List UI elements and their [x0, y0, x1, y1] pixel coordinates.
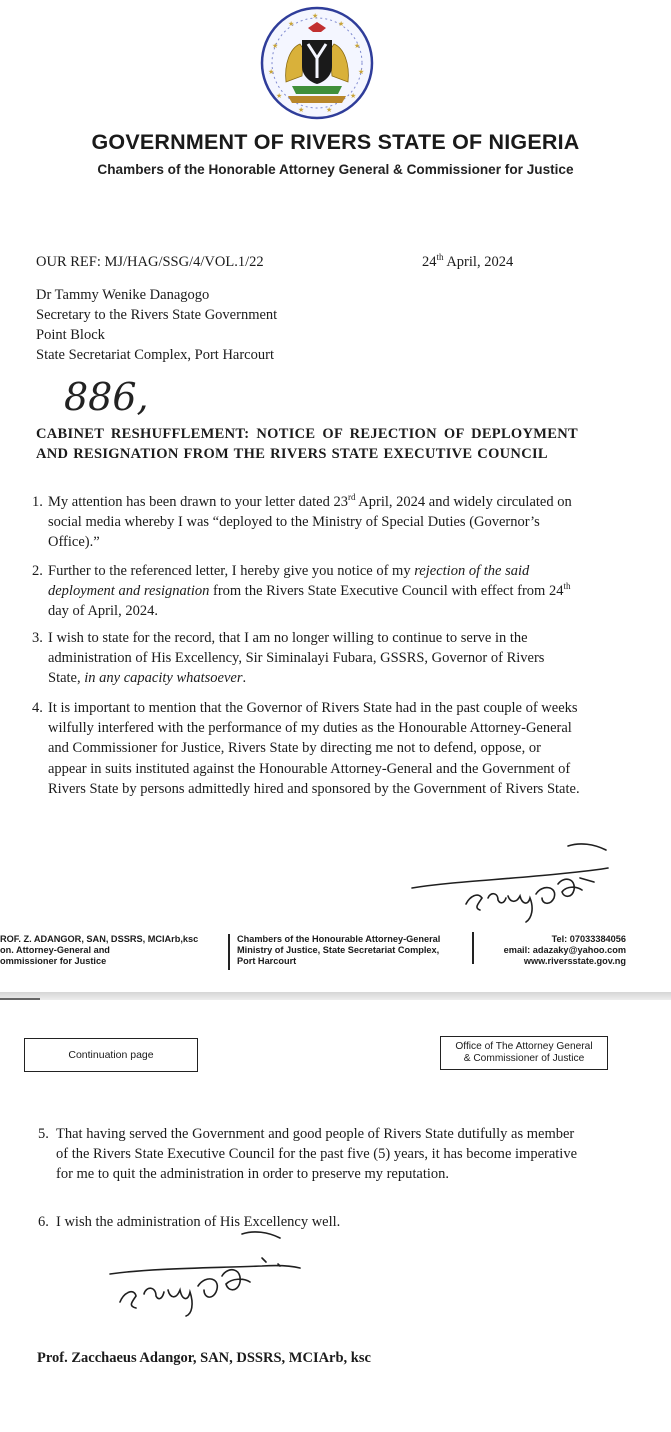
- svg-text:★: ★: [350, 92, 357, 100]
- list-item: 5. That having served the Government and good people of Rivers State dutifully as member of the Rivers State Executive Council for the past five (5) years, it has become imperative for me to quit the administration in order to preserve my reputation.: [38, 1126, 578, 1183]
- svg-text:★: ★: [354, 42, 361, 50]
- footer-contact: Tel: 07033384056 email: adazaky@yahoo.com www.riversstate.gov.ng: [503, 934, 626, 966]
- page-break: [0, 992, 671, 1000]
- list-item: 3. I wish to state for the record, that I am no longer willing to continue to serve in the administration of His Excellency, Sir Siminalayi Fubara, GSSRS, Governor of Rivers State, in any capacity whatsoever.: [32, 630, 545, 687]
- government-title: GOVERNMENT OF RIVERS STATE OF NIGERIA: [91, 130, 580, 154]
- svg-text:★: ★: [298, 106, 305, 114]
- page-break-line: [0, 998, 40, 1000]
- letter-subject: CABINET RESHUFFLEMENT: NOTICE OF REJECTION OF DEPLOYMENT AND RESIGNATION FROM THE RIVERS STATE EXECUTIVE COUNCIL: [36, 426, 578, 462]
- svg-text:★: ★: [268, 68, 275, 76]
- svg-text:★: ★: [312, 12, 319, 20]
- list-item: 6. I wish the administration of His Excellency well.: [38, 1214, 341, 1230]
- svg-text:886,: 886,: [64, 375, 149, 419]
- list-item: 4. It is important to mention that the Governor of Rivers State had in the past couple of weeks wilfully interfered with the performance of my duties as the Honourable Attorney-General and Commissioner for Justice, Rivers State by directing me not to defend, oppose, or appear in suits instituted against the Honourable Attorney-General and the Government of Rivers State by persons admittedly hired and sponsored by the Government of Rivers State.: [32, 700, 580, 797]
- coat-of-arms-icon: [258, 4, 376, 122]
- svg-text:★: ★: [288, 20, 295, 28]
- chambers-subtitle: Chambers of the Honorable Attorney General & Commissioner for Justice: [97, 162, 574, 177]
- footer-address: Chambers of the Honourable Attorney-General Ministry of Justice, State Secretariat Complex, Port Harcourt: [237, 934, 441, 966]
- svg-text:★: ★: [338, 20, 345, 28]
- svg-text:★: ★: [358, 68, 365, 76]
- continuation-label: Continuation page: [24, 1038, 198, 1072]
- signature-icon: [408, 838, 616, 928]
- addressee-title: Secretary to the Rivers State Government: [36, 307, 278, 323]
- footer-divider: [228, 934, 230, 970]
- handwritten-number: [62, 370, 162, 420]
- addressee-name: Dr Tammy Wenike Danagogo: [36, 287, 210, 303]
- signature-icon: [102, 1228, 312, 1318]
- list-item: 2. Further to the referenced letter, I hereby give you notice of my rejection of the said deployment and resignation from the Rivers State Executive Council with effect from 24th day of April, 2024.: [32, 563, 571, 620]
- addressee-address: State Secretariat Complex, Port Harcourt: [36, 347, 274, 363]
- svg-text:★: ★: [276, 92, 283, 100]
- signatory-name: Prof. Zacchaeus Adangor, SAN, DSSRS, MCIArb, ksc: [37, 1350, 371, 1366]
- letter-date: 24th April, 2024: [422, 252, 514, 270]
- footer-divider: [472, 932, 474, 964]
- addressee-block: Point Block: [36, 327, 105, 343]
- office-label: Office of The Attorney General & Commissioner of Justice: [440, 1036, 608, 1070]
- footer-signatory: ROF. Z. ADANGOR, SAN, DSSRS, MCIArb,ksc on. Attorney-General and ommissioner for Justice: [0, 934, 199, 966]
- svg-text:★: ★: [272, 42, 279, 50]
- svg-text:★: ★: [326, 106, 333, 114]
- reference-number: OUR REF: MJ/HAG/SSG/4/VOL.1/22: [36, 254, 264, 270]
- list-item: 1. My attention has been drawn to your letter dated 23rd April, 2024 and widely circulated on social media whereby I was “deployed to the Ministry of Special Duties (Governor’s Office).”: [32, 492, 572, 551]
